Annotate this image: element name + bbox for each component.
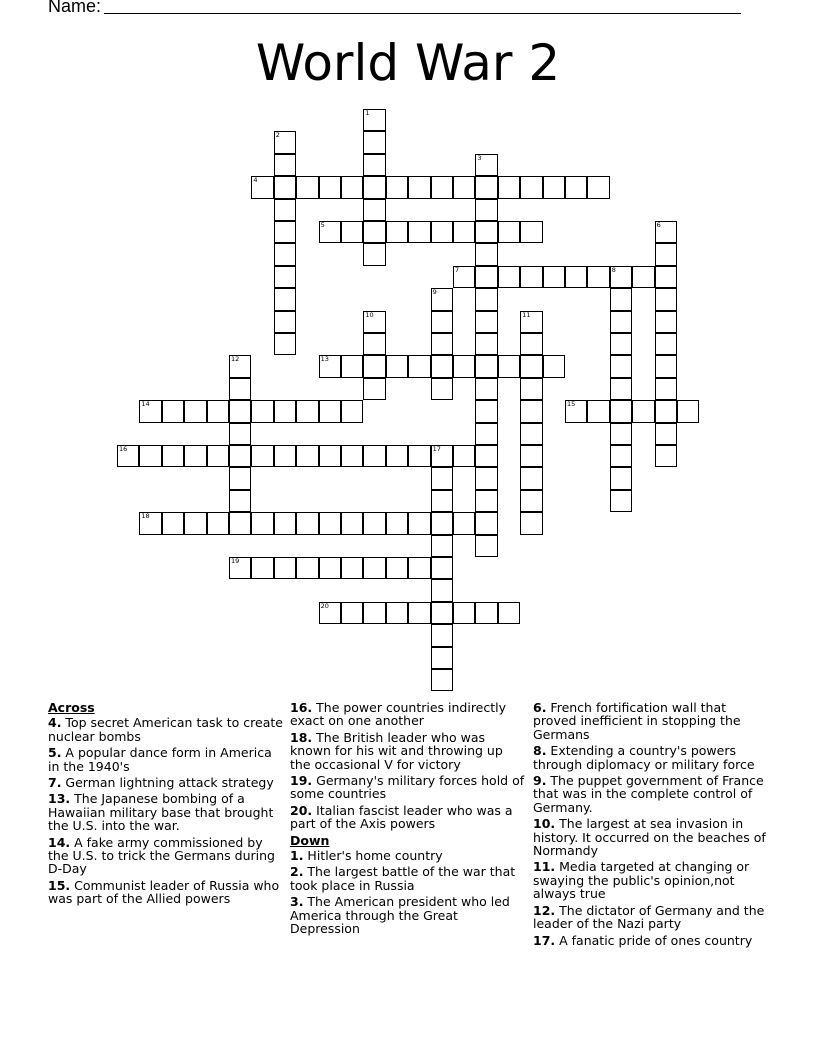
clue-num: 12. bbox=[533, 902, 556, 918]
grid-cell[interactable] bbox=[565, 400, 587, 422]
clue-column-2 bbox=[290, 701, 526, 939]
down-clue bbox=[533, 860, 769, 900]
clue-text: The American president who led America through the Great Depression bbox=[290, 894, 510, 937]
clue-num: 1. bbox=[290, 848, 304, 864]
grid-cell[interactable] bbox=[655, 243, 677, 265]
grid-cell[interactable] bbox=[520, 490, 542, 512]
clue-number: 4 bbox=[253, 176, 258, 185]
grid-cell[interactable] bbox=[610, 423, 632, 445]
grid-cell[interactable] bbox=[431, 512, 453, 534]
clue-text: The British leader who was known for his wit and throwing up the occasional V for victory bbox=[290, 729, 503, 772]
grid-cell[interactable] bbox=[610, 355, 632, 377]
grid-cell[interactable] bbox=[475, 176, 497, 198]
grid-cell[interactable] bbox=[408, 355, 430, 377]
grid-cell[interactable] bbox=[274, 333, 296, 355]
grid-cell[interactable] bbox=[274, 243, 296, 265]
grid-cell[interactable] bbox=[184, 445, 206, 467]
grid-cell[interactable] bbox=[431, 602, 453, 624]
clue-text: The largest at sea invasion in history. It occurred on the beaches of Normandy bbox=[533, 816, 766, 859]
grid-cell[interactable] bbox=[386, 512, 408, 534]
grid-cell[interactable] bbox=[274, 154, 296, 176]
grid-cell[interactable] bbox=[229, 512, 251, 534]
clue-num: 16. bbox=[290, 700, 313, 715]
grid-cell[interactable] bbox=[475, 378, 497, 400]
grid-cell[interactable] bbox=[610, 445, 632, 467]
grid-cell[interactable] bbox=[453, 221, 475, 243]
grid-cell[interactable] bbox=[475, 467, 497, 489]
clue-text: The Japanese bombing of a Hawaiian military base that brought the U.S. into the war. bbox=[48, 791, 274, 834]
grid-cell[interactable] bbox=[341, 176, 363, 198]
clue-number: 12 bbox=[231, 355, 240, 364]
grid-cell[interactable] bbox=[655, 221, 677, 243]
grid-cell[interactable] bbox=[475, 266, 497, 288]
clue-text: The dictator of Germany and the leader of the Nazi party bbox=[533, 902, 765, 932]
grid-cell[interactable] bbox=[677, 400, 699, 422]
down-clue bbox=[533, 817, 769, 857]
clue-num: 19. bbox=[290, 773, 313, 789]
clue-num: 11. bbox=[533, 859, 556, 875]
grid-cell[interactable] bbox=[610, 400, 632, 422]
grid-cell[interactable] bbox=[498, 176, 520, 198]
clue-column-1 bbox=[48, 701, 284, 909]
grid-cell[interactable] bbox=[319, 445, 341, 467]
clue-text: Germany's military forces hold of some countries bbox=[290, 773, 525, 802]
across-clue bbox=[290, 774, 526, 801]
clue-num: 4. bbox=[48, 715, 62, 731]
clue-num: 3. bbox=[290, 894, 304, 910]
grid-cell[interactable] bbox=[207, 400, 229, 422]
grid-cell[interactable] bbox=[655, 423, 677, 445]
grid-cell[interactable] bbox=[408, 557, 430, 579]
down-clue bbox=[533, 934, 769, 947]
clue-text: The power countries indirectly exact on one another bbox=[290, 700, 507, 729]
grid-cell[interactable] bbox=[341, 557, 363, 579]
grid-cell[interactable] bbox=[431, 176, 453, 198]
grid-cell[interactable] bbox=[139, 445, 161, 467]
grid-cell[interactable] bbox=[363, 109, 385, 131]
clue-column-3 bbox=[533, 701, 769, 950]
grid-cell[interactable] bbox=[632, 266, 654, 288]
grid-cell[interactable] bbox=[655, 400, 677, 422]
clue-number: 5 bbox=[320, 221, 325, 229]
clue-number: 2 bbox=[275, 131, 280, 140]
clue-number: 7 bbox=[455, 265, 460, 274]
grid-cell[interactable] bbox=[207, 512, 229, 534]
grid-cell[interactable] bbox=[408, 176, 430, 198]
grid-cell[interactable] bbox=[610, 333, 632, 355]
grid-cell[interactable] bbox=[363, 445, 385, 467]
clue-num: 13. bbox=[48, 791, 71, 807]
clue-text: German lightning attack strategy bbox=[61, 775, 274, 791]
grid-cell[interactable] bbox=[229, 400, 251, 422]
grid-cell[interactable] bbox=[475, 311, 497, 333]
clue-num: 20. bbox=[290, 802, 313, 818]
grid-cell[interactable] bbox=[498, 355, 520, 377]
clue-num: 18. bbox=[290, 729, 313, 745]
grid-cell[interactable] bbox=[229, 423, 251, 445]
grid-cell[interactable] bbox=[587, 400, 609, 422]
across-clue bbox=[48, 716, 284, 743]
grid-cell[interactable] bbox=[543, 355, 565, 377]
grid-cell[interactable] bbox=[184, 400, 206, 422]
clue-num: 6. bbox=[533, 700, 547, 715]
grid-cell[interactable] bbox=[610, 467, 632, 489]
grid-cell[interactable] bbox=[229, 490, 251, 512]
clue-number: 1 bbox=[365, 109, 370, 117]
grid-cell[interactable] bbox=[475, 333, 497, 355]
grid-cell[interactable] bbox=[475, 221, 497, 243]
clue-text: A fake army commissioned by the U.S. to trick the Germans during D-Day bbox=[48, 834, 275, 877]
grid-cell[interactable] bbox=[296, 176, 318, 198]
grid-cell[interactable] bbox=[520, 176, 542, 198]
grid-cell[interactable] bbox=[453, 176, 475, 198]
grid-cell[interactable] bbox=[319, 176, 341, 198]
grid-cell[interactable] bbox=[251, 400, 273, 422]
grid-cell[interactable] bbox=[296, 445, 318, 467]
across-heading: Across bbox=[48, 700, 95, 715]
grid-cell[interactable] bbox=[386, 445, 408, 467]
grid-cell[interactable] bbox=[475, 602, 497, 624]
grid-cell[interactable] bbox=[229, 378, 251, 400]
grid-cell[interactable] bbox=[319, 557, 341, 579]
grid-cell[interactable] bbox=[498, 221, 520, 243]
grid-cell[interactable] bbox=[431, 221, 453, 243]
grid-cell[interactable] bbox=[655, 355, 677, 377]
grid-cell[interactable] bbox=[587, 266, 609, 288]
grid-cell[interactable] bbox=[363, 378, 385, 400]
grid-cell[interactable] bbox=[386, 355, 408, 377]
grid-cell[interactable] bbox=[565, 176, 587, 198]
grid-cell[interactable] bbox=[408, 221, 430, 243]
clue-text: Italian fascist leader who was a part of the Axis powers bbox=[290, 802, 513, 832]
clue-number: 6 bbox=[656, 221, 661, 229]
clue-number: 13 bbox=[320, 355, 329, 364]
grid-cell[interactable] bbox=[229, 355, 251, 377]
down-clue bbox=[533, 904, 769, 931]
grid-cell[interactable] bbox=[453, 355, 475, 377]
grid-cell[interactable] bbox=[319, 355, 341, 377]
grid-cell[interactable] bbox=[363, 199, 385, 221]
down-clue bbox=[533, 774, 769, 814]
grid-cell[interactable] bbox=[431, 445, 453, 467]
clue-number: 11 bbox=[522, 310, 531, 319]
grid-cell[interactable] bbox=[363, 602, 385, 624]
across-clue bbox=[48, 776, 284, 789]
grid-cell[interactable] bbox=[363, 557, 385, 579]
grid-cell[interactable] bbox=[184, 512, 206, 534]
grid-cell[interactable] bbox=[610, 378, 632, 400]
grid-cell[interactable] bbox=[229, 467, 251, 489]
grid-cell[interactable] bbox=[655, 333, 677, 355]
grid-cell[interactable] bbox=[498, 266, 520, 288]
grid-cell[interactable] bbox=[162, 512, 184, 534]
grid-cell[interactable] bbox=[587, 176, 609, 198]
grid-cell[interactable] bbox=[610, 311, 632, 333]
grid-cell[interactable] bbox=[475, 243, 497, 265]
grid-cell[interactable] bbox=[431, 467, 453, 489]
grid-cell[interactable] bbox=[274, 266, 296, 288]
grid-cell[interactable] bbox=[229, 445, 251, 467]
clue-text: The largest battle of the war that took place in Russia bbox=[290, 864, 516, 893]
grid-cell[interactable] bbox=[431, 311, 453, 333]
grid-cell[interactable] bbox=[341, 445, 363, 467]
grid-cell[interactable] bbox=[475, 423, 497, 445]
grid-cell[interactable] bbox=[408, 512, 430, 534]
clue-num: 9. bbox=[533, 773, 547, 789]
clue-number: 15 bbox=[567, 400, 576, 409]
grid-cell[interactable] bbox=[498, 602, 520, 624]
grid-cell[interactable] bbox=[610, 266, 632, 288]
grid-cell[interactable] bbox=[386, 176, 408, 198]
clue-num: 10. bbox=[533, 816, 556, 832]
grid-cell[interactable] bbox=[319, 400, 341, 422]
grid-cell[interactable] bbox=[274, 288, 296, 310]
grid-cell[interactable] bbox=[274, 131, 296, 153]
grid-cell[interactable] bbox=[251, 445, 273, 467]
grid-cell[interactable] bbox=[162, 445, 184, 467]
page-title: World War 2 bbox=[255, 34, 561, 92]
grid-cell[interactable] bbox=[274, 221, 296, 243]
grid-cell[interactable] bbox=[341, 355, 363, 377]
grid-cell[interactable] bbox=[117, 445, 139, 467]
grid-cell[interactable] bbox=[453, 512, 475, 534]
grid-cell[interactable] bbox=[296, 512, 318, 534]
grid-cell[interactable] bbox=[453, 266, 475, 288]
grid-cell[interactable] bbox=[520, 355, 542, 377]
grid-cell[interactable] bbox=[655, 445, 677, 467]
grid-cell[interactable] bbox=[475, 355, 497, 377]
grid-cell[interactable] bbox=[475, 535, 497, 557]
grid-cell[interactable] bbox=[431, 535, 453, 557]
grid-cell[interactable] bbox=[431, 669, 453, 691]
grid-cell[interactable] bbox=[431, 288, 453, 310]
down-clue bbox=[290, 895, 526, 935]
grid-cell[interactable] bbox=[162, 400, 184, 422]
clue-text: A popular dance form in America in the 1940's bbox=[48, 745, 272, 774]
clue-num: 7. bbox=[48, 775, 62, 791]
across-clue bbox=[48, 792, 284, 832]
grid-cell[interactable] bbox=[251, 557, 273, 579]
across-clue bbox=[48, 836, 284, 876]
grid-cell[interactable] bbox=[475, 199, 497, 221]
grid-cell[interactable] bbox=[274, 557, 296, 579]
clue-number: 8 bbox=[611, 265, 616, 274]
clue-number: 17 bbox=[432, 445, 441, 453]
grid-cell[interactable] bbox=[520, 221, 542, 243]
grid-cell[interactable] bbox=[296, 557, 318, 579]
grid-cell[interactable] bbox=[341, 512, 363, 534]
grid-cell[interactable] bbox=[408, 445, 430, 467]
clue-text: The puppet government of France that was in the complete control of Germany. bbox=[533, 773, 764, 815]
clue-text: Top secret American task to create nuclear bombs bbox=[48, 715, 283, 744]
grid-cell[interactable] bbox=[319, 512, 341, 534]
clue-text: Hitler's home country bbox=[303, 848, 443, 864]
grid-cell[interactable] bbox=[655, 378, 677, 400]
down-clue bbox=[290, 865, 526, 892]
grid-cell[interactable] bbox=[431, 647, 453, 669]
clue-num: 14. bbox=[48, 834, 71, 850]
grid-cell[interactable] bbox=[453, 602, 475, 624]
clue-text: Communist leader of Russia who was part of the Allied powers bbox=[48, 877, 280, 907]
clue-number: 3 bbox=[477, 153, 482, 162]
grid-cell[interactable] bbox=[520, 445, 542, 467]
grid-cell[interactable] bbox=[229, 557, 251, 579]
across-clue bbox=[48, 879, 284, 906]
clue-num: 15. bbox=[48, 877, 71, 893]
grid-cell[interactable] bbox=[274, 512, 296, 534]
clue-text: Media targeted at changing or swaying the public's opinion,not always true bbox=[533, 859, 750, 902]
grid-cell[interactable] bbox=[274, 400, 296, 422]
across-clue bbox=[48, 746, 284, 773]
grid-cell[interactable] bbox=[431, 333, 453, 355]
grid-cell[interactable] bbox=[431, 624, 453, 646]
grid-cell[interactable] bbox=[319, 602, 341, 624]
grid-cell[interactable] bbox=[565, 266, 587, 288]
grid-cell[interactable] bbox=[363, 355, 385, 377]
grid-cell[interactable] bbox=[520, 311, 542, 333]
grid-cell[interactable] bbox=[431, 355, 453, 377]
grid-cell[interactable] bbox=[655, 311, 677, 333]
grid-cell[interactable] bbox=[431, 378, 453, 400]
name-label: Name: bbox=[48, 0, 102, 16]
down-clue bbox=[533, 744, 769, 771]
grid-cell[interactable] bbox=[520, 423, 542, 445]
down-clue bbox=[290, 849, 526, 862]
grid-cell[interactable] bbox=[610, 490, 632, 512]
grid-cell[interactable] bbox=[274, 176, 296, 198]
clue-number: 10 bbox=[365, 310, 374, 319]
grid-cell[interactable] bbox=[363, 176, 385, 198]
grid-cell[interactable] bbox=[520, 266, 542, 288]
grid-cell[interactable] bbox=[453, 445, 475, 467]
grid-cell[interactable] bbox=[475, 400, 497, 422]
grid-cell[interactable] bbox=[251, 512, 273, 534]
grid-cell[interactable] bbox=[655, 266, 677, 288]
grid-cell[interactable] bbox=[520, 333, 542, 355]
clue-num: 2. bbox=[290, 864, 304, 880]
grid-cell[interactable] bbox=[632, 400, 654, 422]
grid-cell[interactable] bbox=[319, 221, 341, 243]
clue-number: 14 bbox=[141, 400, 150, 409]
grid-cell[interactable] bbox=[475, 288, 497, 310]
grid-cell[interactable] bbox=[274, 311, 296, 333]
clue-num: 5. bbox=[48, 745, 62, 761]
grid-cell[interactable] bbox=[363, 154, 385, 176]
grid-cell[interactable] bbox=[274, 199, 296, 221]
grid-cell[interactable] bbox=[363, 333, 385, 355]
grid-cell[interactable] bbox=[296, 400, 318, 422]
grid-cell[interactable] bbox=[207, 445, 229, 467]
grid-cell[interactable] bbox=[475, 512, 497, 534]
grid-cell[interactable] bbox=[431, 490, 453, 512]
grid-cell[interactable] bbox=[139, 512, 161, 534]
grid-cell[interactable] bbox=[475, 445, 497, 467]
grid-cell[interactable] bbox=[475, 154, 497, 176]
grid-cell[interactable] bbox=[386, 221, 408, 243]
grid-cell[interactable] bbox=[655, 288, 677, 310]
grid-cell[interactable] bbox=[543, 266, 565, 288]
grid-cell[interactable] bbox=[520, 512, 542, 534]
grid-cell[interactable] bbox=[363, 243, 385, 265]
down-heading: Down bbox=[290, 832, 330, 848]
grid-cell[interactable] bbox=[475, 490, 497, 512]
clue-text: A fanatic pride of ones country bbox=[555, 932, 753, 948]
grid-cell[interactable] bbox=[386, 557, 408, 579]
clue-number: 20 bbox=[320, 601, 329, 610]
clue-number: 16 bbox=[119, 445, 128, 453]
across-clue bbox=[290, 804, 526, 831]
grid-cell[interactable] bbox=[543, 176, 565, 198]
grid-cell[interactable] bbox=[341, 221, 363, 243]
across-clue bbox=[290, 731, 526, 771]
across-clue bbox=[290, 701, 526, 728]
grid-cell[interactable] bbox=[363, 221, 385, 243]
grid-cell[interactable] bbox=[363, 311, 385, 333]
down-clue bbox=[533, 701, 769, 741]
grid-cell[interactable] bbox=[274, 445, 296, 467]
grid-cell[interactable] bbox=[363, 512, 385, 534]
clue-text: Extending a country's powers through diplomacy or military force bbox=[533, 743, 755, 772]
grid-cell[interactable] bbox=[341, 400, 363, 422]
grid-cell[interactable] bbox=[431, 579, 453, 601]
grid-cell[interactable] bbox=[139, 400, 161, 422]
clue-number: 18 bbox=[141, 512, 150, 521]
clue-num: 17. bbox=[533, 932, 556, 948]
grid-cell[interactable] bbox=[363, 131, 385, 153]
grid-cell[interactable] bbox=[520, 467, 542, 489]
grid-cell[interactable] bbox=[251, 176, 273, 198]
clue-text: French fortification wall that proved inefficient in stopping the Germans bbox=[533, 700, 741, 742]
grid-cell[interactable] bbox=[431, 557, 453, 579]
clue-num: 8. bbox=[533, 743, 547, 759]
grid-cell[interactable] bbox=[520, 400, 542, 422]
clue-number: 9 bbox=[432, 288, 437, 297]
grid-cell[interactable] bbox=[610, 288, 632, 310]
grid-cell[interactable] bbox=[386, 602, 408, 624]
grid-cell[interactable] bbox=[520, 378, 542, 400]
clue-number: 19 bbox=[231, 557, 240, 565]
grid-cell[interactable] bbox=[341, 602, 363, 624]
grid-cell[interactable] bbox=[408, 602, 430, 624]
